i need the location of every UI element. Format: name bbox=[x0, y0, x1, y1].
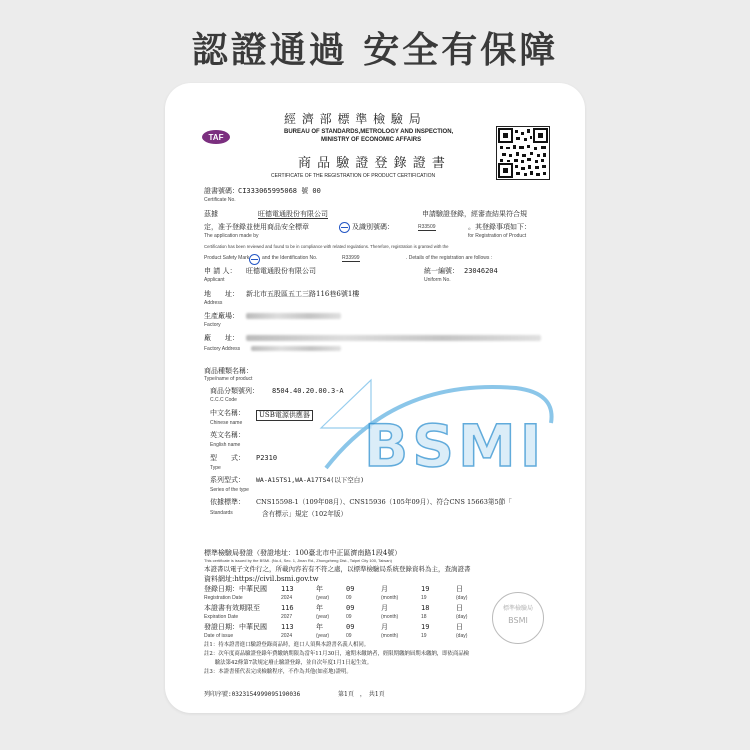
address-value: 新北市五股區五工三路116巷6號1樓 bbox=[246, 290, 360, 298]
exp-date-ad-year: 2027 bbox=[281, 614, 293, 620]
reg-date-day: 19 bbox=[421, 585, 430, 593]
series-value: WA-A15TS1,WA-A17TS4(以下空白) bbox=[256, 476, 365, 484]
chinese-name-en: Chinese name bbox=[210, 420, 243, 426]
exp-date-ad-month: 09 bbox=[346, 614, 352, 620]
certificate-title-en: CERTIFICATE OF THE REGISTRATION OF PRODUCT CERTIFICATION bbox=[271, 173, 436, 179]
reg-date-ad-month-unit: (month) bbox=[381, 595, 399, 601]
agency-name-en-line1: BUREAU OF STANDARDS,METROLOGY AND INSPECTION, bbox=[284, 129, 454, 135]
para-en-3c: . Details of the registration are follows : bbox=[406, 255, 493, 261]
factory-address-label: 廠 址： bbox=[204, 334, 239, 342]
type-label: 型 式： bbox=[210, 454, 245, 462]
reg-date-year-unit: 年 bbox=[316, 585, 323, 593]
issue-date-ad-year-unit: (year) bbox=[316, 633, 330, 639]
ccc-value: 8504.40.20.00.3-A bbox=[272, 387, 344, 395]
applicant-en: Applicant bbox=[204, 277, 225, 283]
electronic-note: 本證書以電子文件行之，所載內容若有不符之處，以標準檢驗局系統登錄資料為主，查詢證書 bbox=[204, 565, 471, 573]
exp-date-ad-year-unit: (year) bbox=[316, 614, 330, 620]
chinese-name-label: 中文名稱： bbox=[210, 409, 245, 417]
cert-no-en: Certificate No. bbox=[204, 197, 236, 203]
standards-label: 依據標準： bbox=[210, 498, 245, 506]
para1-company: 旺德電通股份有限公司 bbox=[258, 210, 328, 218]
factory-redacted bbox=[246, 313, 341, 319]
issue-date-ad-year: 2024 bbox=[281, 633, 293, 639]
para2-suffix: 。其登錄事項如下： bbox=[468, 223, 531, 231]
issue-date-year-unit: 年 bbox=[316, 623, 323, 631]
applicant-value: 旺德電通股份有限公司 bbox=[246, 267, 316, 275]
para-en-3a: Product Safety Mark bbox=[204, 255, 250, 261]
exp-date-day-unit: 日 bbox=[456, 604, 463, 612]
exp-date-ad-day: 18 bbox=[421, 614, 427, 620]
uniform-value: 23046204 bbox=[464, 267, 498, 275]
factory-address-en: Factory Address bbox=[204, 346, 241, 352]
agency-name-cn: 經 濟 部 標 準 檢 驗 局 bbox=[284, 112, 422, 126]
exp-date-year-unit: 年 bbox=[316, 604, 323, 612]
para-en-1a: The application made by bbox=[204, 233, 259, 239]
type-value: P2310 bbox=[256, 454, 278, 462]
note-1: 註1：持本證書進口驗證登錄商品時，進口人須與本證書名義人相同。 bbox=[204, 642, 370, 648]
series-label: 系列型式： bbox=[210, 476, 245, 484]
exp-date-ad-month-unit: (month) bbox=[381, 614, 399, 620]
bsmi-watermark: BSMI bbox=[364, 412, 546, 480]
issue-date-en: Date of issue bbox=[204, 633, 234, 639]
safety-mark-small-icon bbox=[249, 254, 260, 265]
para2-id: R33509 bbox=[418, 224, 436, 230]
standards-value-1: CNS15598-1（109年08月）、CNS15936（105年09月）、符合CNS 15663第5節「 bbox=[256, 498, 512, 506]
stamp-bsmi-text: BSMI bbox=[508, 616, 528, 625]
standards-en: Standards bbox=[210, 510, 233, 516]
note-2b: 驗法第42條第7款規定廢止驗證登錄，並自次年度1月1日起生效。 bbox=[204, 660, 373, 666]
para2-text: 定，准予登錄並使用商品安全標章 bbox=[204, 223, 309, 231]
website: 資料網址:https://civil.bsmi.gov.tw bbox=[204, 575, 319, 583]
agency-address-en: This certificate is issued by the BSMI. (No.4, Sec. 1, Jinan Rd., Zhongzheng Dist., Taipei City 100, Taiwan) bbox=[204, 558, 392, 563]
reg-date-en: Registration Date bbox=[204, 595, 243, 601]
english-name-en: English name bbox=[210, 442, 241, 448]
exp-date-roc: 116 bbox=[281, 604, 294, 612]
para2-id-label: 及識別號碼： bbox=[352, 223, 394, 231]
exp-date-day: 18 bbox=[421, 604, 430, 612]
product-en: Type/name of product bbox=[204, 376, 253, 382]
uniform-label: 統一編號： bbox=[424, 267, 459, 275]
address-en: Address bbox=[204, 300, 223, 306]
reg-date-month: 09 bbox=[346, 585, 355, 593]
reg-date-ad-day-unit: (day) bbox=[456, 595, 468, 601]
agency-name-en-line2: MINISTRY OF ECONOMIC AFFAIRS bbox=[321, 137, 422, 143]
series-en: Series of the type bbox=[210, 487, 249, 493]
issue-date-ad-month: 09 bbox=[346, 633, 352, 639]
para-en-1b: for Registration of Product bbox=[468, 233, 527, 239]
address-label: 地 址： bbox=[204, 290, 239, 298]
reg-date-day-unit: 日 bbox=[456, 585, 463, 593]
cert-no-value: CI333065995068 號 00 bbox=[238, 187, 321, 195]
factory-address-redacted bbox=[246, 335, 541, 341]
para1-prefix: 茲據 bbox=[204, 210, 218, 218]
taf-logo: TAF bbox=[202, 130, 230, 144]
issue-date-label: 發證日期：中華民國 bbox=[204, 623, 267, 631]
para-en-2: Certification has been reviewed and found to be in compliance with related regulations. Therefore, registration is granted with the bbox=[204, 244, 449, 249]
ccc-label: 商品分類號列： bbox=[210, 387, 259, 395]
official-seal-stamp bbox=[492, 592, 544, 644]
english-name-label: 英文名稱： bbox=[210, 431, 245, 439]
reg-date-ad-month: 09 bbox=[346, 595, 352, 601]
exp-date-en: Expiration Date bbox=[204, 614, 239, 620]
exp-date-label: 本證書有效期限至 bbox=[204, 604, 260, 612]
reg-date-ad-year-unit: (year) bbox=[316, 595, 330, 601]
issue-date-ad-day-unit: (day) bbox=[456, 633, 468, 639]
issue-date-day: 19 bbox=[421, 623, 430, 631]
exp-date-month: 09 bbox=[346, 604, 355, 612]
certificate-title-cn: 商 品 驗 證 登 錄 證 書 bbox=[298, 156, 446, 171]
cert-no-label: 證書號碼： bbox=[204, 187, 239, 195]
para-en-3b: and the Identification No. bbox=[262, 255, 318, 261]
exp-date-ad-day-unit: (day) bbox=[456, 614, 468, 620]
product-label: 商品種類名稱： bbox=[204, 367, 253, 375]
type-en: Type bbox=[210, 465, 221, 471]
applicant-label: 申 請 人： bbox=[204, 267, 237, 275]
issue-date-month: 09 bbox=[346, 623, 355, 631]
page-info: 第1頁 ， 共1頁 bbox=[338, 691, 385, 698]
reg-date-roc: 113 bbox=[281, 585, 294, 593]
note-2a: 註2：次年度商品驗證登錄年費繳納期限為當年11月30日，逾期未繳納者，經限期繳納屆期未繳納，即依商品檢 bbox=[204, 651, 470, 657]
para1-suffix: 申請驗證登錄，經審查結果符合規 bbox=[422, 210, 527, 218]
safety-mark-icon bbox=[339, 222, 350, 233]
note-3: 註3：本證書僅代表完成檢驗程序，不作為其他(如產地)證明。 bbox=[204, 669, 352, 675]
factory-label: 生產廠場： bbox=[204, 312, 239, 320]
issue-date-roc: 113 bbox=[281, 623, 294, 631]
issue-date-day-unit: 日 bbox=[456, 623, 463, 631]
factory-en: Factory bbox=[204, 322, 221, 328]
chinese-name-value: USB電源供應器 bbox=[256, 410, 313, 421]
page-headline: 認證通過 安全有保障 bbox=[191, 30, 559, 71]
reg-date-month-unit: 月 bbox=[381, 585, 388, 593]
exp-date-month-unit: 月 bbox=[381, 604, 388, 612]
reg-date-ad-day: 19 bbox=[421, 595, 427, 601]
print-serial: 列印序號:0323154999095190036 bbox=[204, 691, 301, 698]
stamp-agency-text: 標準檢驗局 bbox=[502, 605, 533, 612]
uniform-en: Uniform No. bbox=[424, 277, 451, 283]
issue-date-ad-month-unit: (month) bbox=[381, 633, 399, 639]
reg-date-label: 登錄日期：中華民國 bbox=[204, 585, 267, 593]
agency-address: 標準檢驗局發證（發證地址：100臺北市中正區濟南路1段4號） bbox=[204, 549, 402, 557]
issue-date-ad-day: 19 bbox=[421, 633, 427, 639]
para-en-3id: R33999 bbox=[342, 255, 360, 261]
factory-address-redacted-en bbox=[251, 346, 341, 351]
ccc-en: C.C.C Code bbox=[210, 397, 237, 403]
standards-value-2: 含有標示」規定（102年版） bbox=[262, 510, 348, 518]
issue-date-month-unit: 月 bbox=[381, 623, 388, 631]
reg-date-ad-year: 2024 bbox=[281, 595, 293, 601]
